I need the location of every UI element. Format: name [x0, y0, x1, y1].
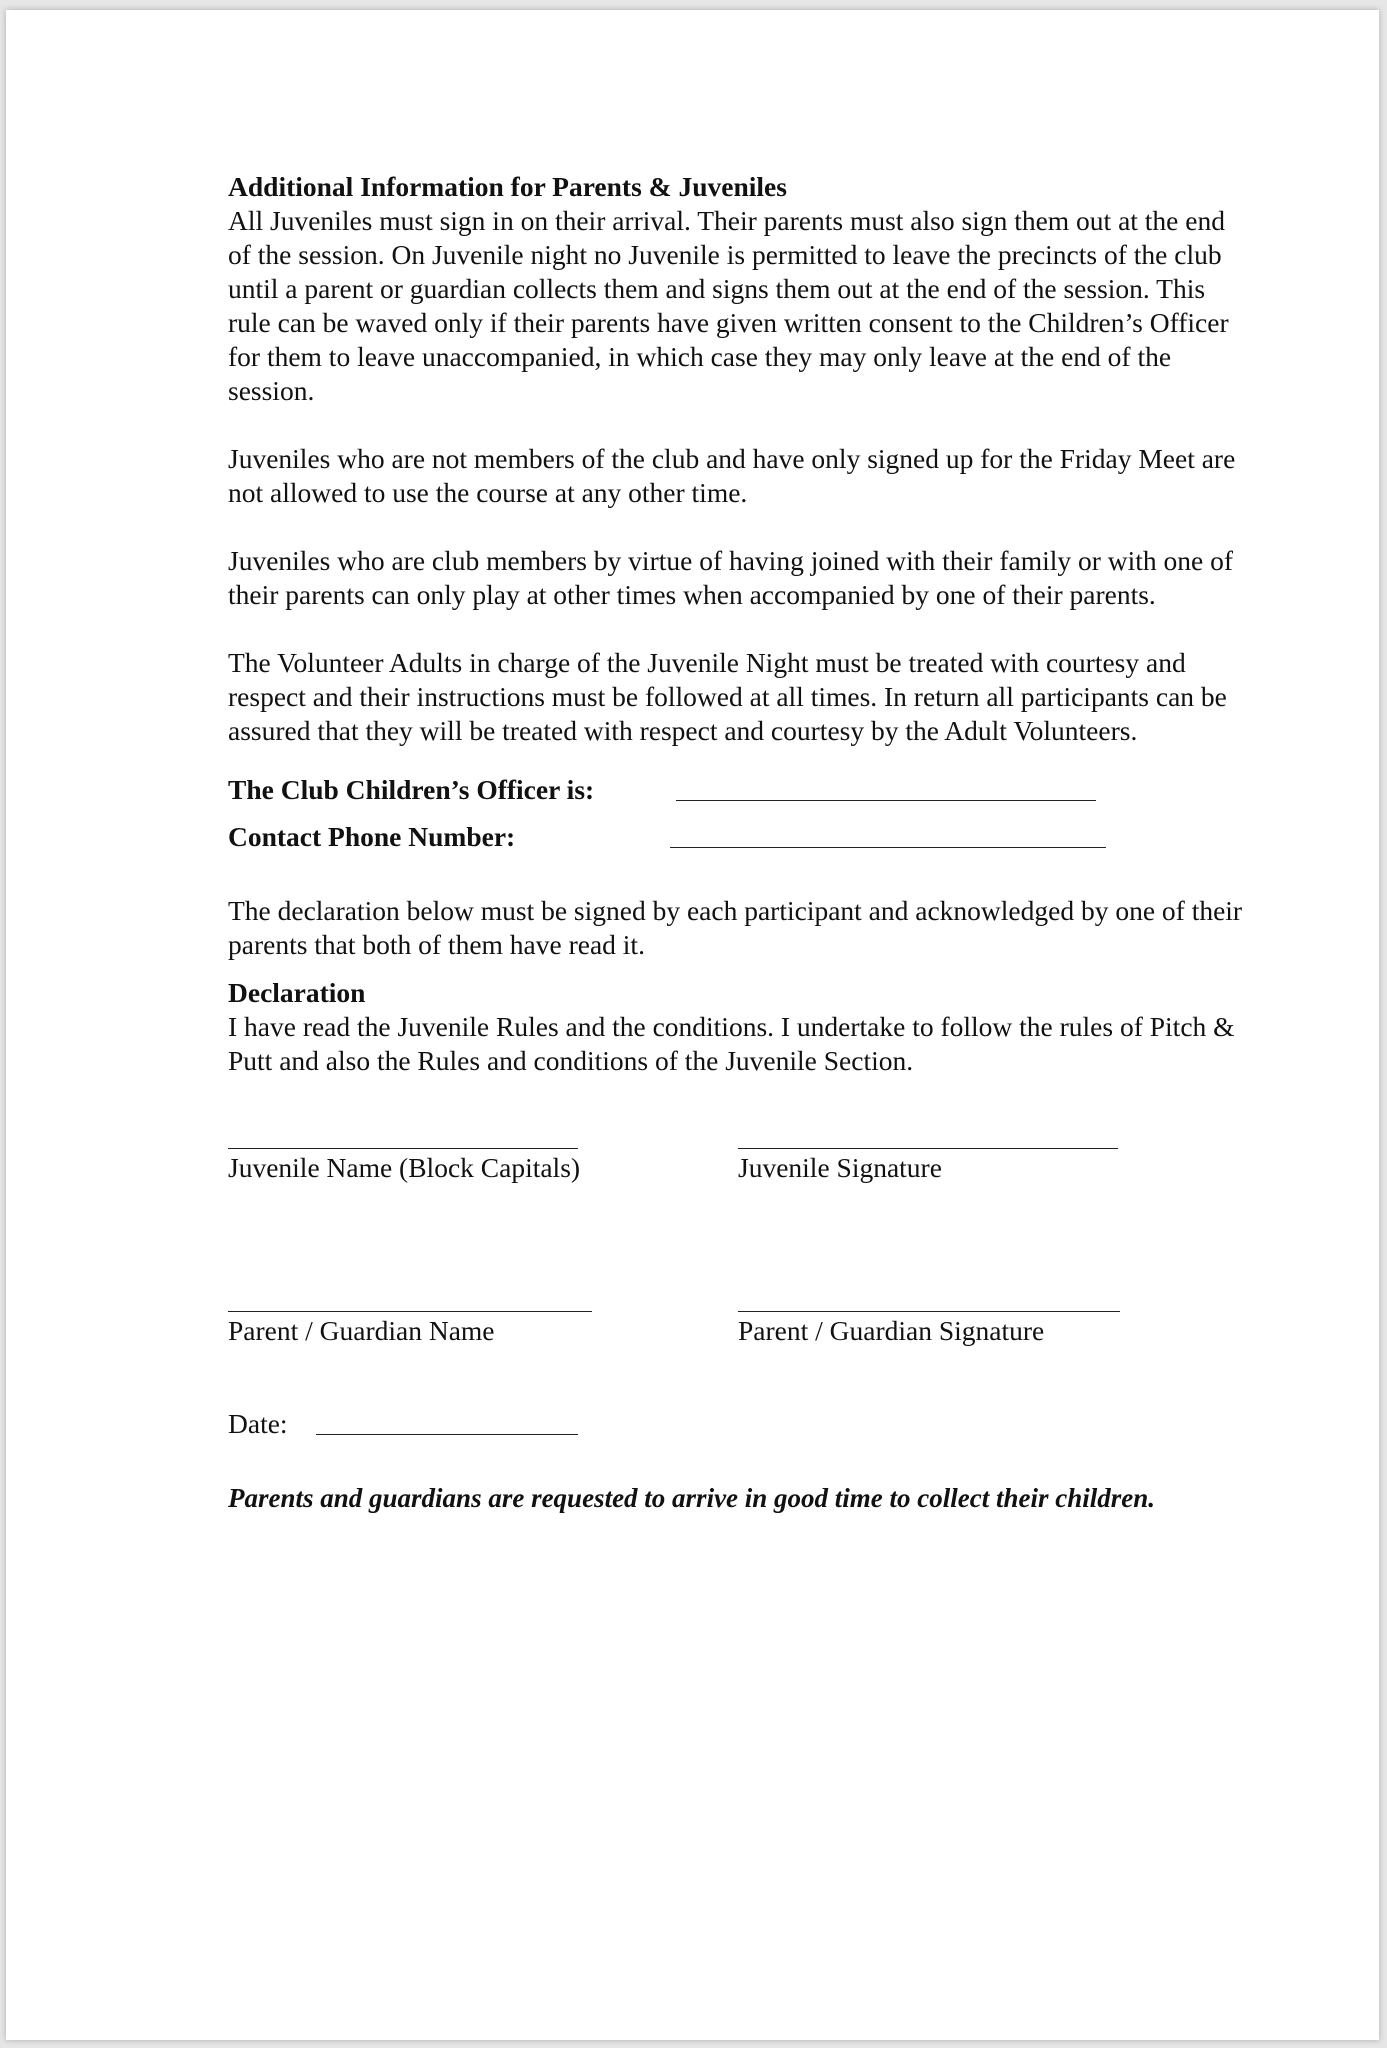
- phone-input-line[interactable]: [670, 847, 1106, 848]
- paragraph-non-members: Juveniles who are not members of the club and have only signed up for the Friday Meet are not allowed to use the course at any other time.: [228, 443, 1236, 508]
- parent-name-line[interactable]: [228, 1311, 592, 1312]
- section-heading: Additional Information for Parents & Juveniles: [228, 171, 787, 202]
- document-content: [228, 170, 1248, 1542]
- officer-input-line[interactable]: [676, 800, 1096, 801]
- officer-label: The Club Children’s Officer is:: [228, 774, 595, 805]
- juvenile-name-line[interactable]: [228, 1148, 578, 1149]
- juvenile-name-block: [228, 1148, 738, 1185]
- footer-note: Parents and guardians are requested to arrive in good time to collect their children.: [228, 1483, 1156, 1513]
- declaration-intro: The declaration below must be signed by each participant and acknowledged by one of their parents that both of them have read it.: [228, 895, 1243, 960]
- date-label: Date:: [228, 1408, 288, 1439]
- date-field-row: [228, 1394, 1248, 1441]
- parent-signature-label: Parent / Guardian Signature: [738, 1315, 1045, 1346]
- paragraph-sign-in-rules: All Juveniles must sign in on their arrival. Their parents must also sign them out at the end of the session. On Juvenile night no Juvenile is permitted to leave the precincts of the club until a parent or guardian collects them and signs them out at the end of the session. This rule can be waved only if their parents have given written consent to the Children’s Officer for them to leave unaccompanied, in which case they may only leave at the end of the session.: [228, 205, 1229, 406]
- parent-signature-block: [738, 1311, 1248, 1348]
- phone-label: Contact Phone Number:: [228, 821, 516, 852]
- paragraph-volunteers: The Volunteer Adults in charge of the Juvenile Night must be treated with courtesy and respect and their instructions must be followed at all times. In return all participants can be assured that they will be treated with respect and courtesy by the Adult Volunteers.: [228, 647, 1227, 746]
- parent-signature-row: [228, 1311, 1248, 1348]
- parent-name-block: [228, 1311, 738, 1348]
- officer-field-row: [228, 760, 1248, 807]
- juvenile-signature-line[interactable]: [738, 1148, 1118, 1149]
- paragraph-club-members: Juveniles who are club members by virtue of having joined with their family or with one of their parents can only play at other times when accompanied by one of their parents.: [228, 545, 1234, 610]
- parent-name-label: Parent / Guardian Name: [228, 1315, 495, 1346]
- declaration-text: I have read the Juvenile Rules and the conditions. I undertake to follow the rules of Pitch & Putt and also the Rules and conditions of the Juvenile Section.: [228, 1011, 1235, 1076]
- juvenile-signature-block: [738, 1148, 1248, 1185]
- date-input-line[interactable]: [316, 1434, 578, 1435]
- juvenile-signature-row: [228, 1148, 1248, 1185]
- juvenile-name-label: Juvenile Name (Block Capitals): [228, 1152, 581, 1183]
- juvenile-signature-label: Juvenile Signature: [738, 1152, 942, 1183]
- declaration-heading: Declaration: [228, 977, 366, 1008]
- phone-field-row: [228, 807, 1248, 854]
- parent-signature-line[interactable]: [738, 1311, 1120, 1312]
- document-page: [6, 10, 1379, 2040]
